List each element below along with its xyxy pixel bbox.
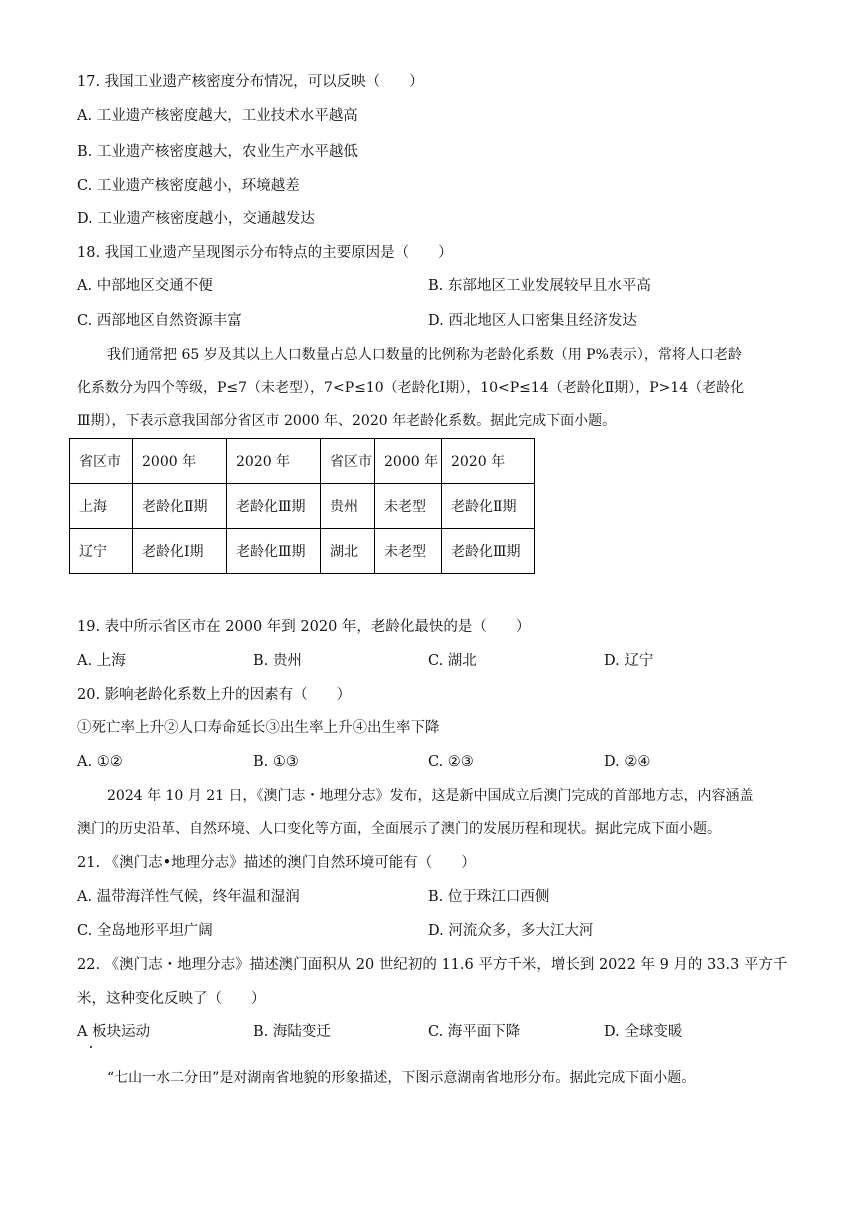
question-21-option-a: A. 温带海洋性气候，终年温和湿润 [77, 889, 300, 905]
aging-passage-line-3: Ⅲ期），下表示意我国部分省区市 2000 年、2020 年老龄化系数。据此完成下面小题。 [77, 413, 617, 429]
table-header-cell: 2020 年 [442, 439, 535, 484]
table-header-cell: 2000 年 [133, 439, 227, 484]
table-cell: 上海 [70, 484, 133, 529]
question-22-stem-line-2: 米，这种变化反映了（ ） [77, 991, 266, 1007]
question-17-option-a: A. 工业遗产核密度越大，工业技术水平越高 [77, 108, 358, 124]
question-20-option-a: A. ①② [77, 754, 123, 770]
table-cell: 未老型 [375, 529, 442, 574]
table-cell: 老龄化Ⅲ期 [227, 529, 321, 574]
question-20-option-d: D. ②④ [604, 754, 651, 770]
question-18-option-c: C. 西部地区自然资源丰富 [77, 313, 242, 329]
stray-dot [90, 1046, 92, 1048]
table-cell: 湖北 [321, 529, 375, 574]
question-22-option-b: B. 海陆变迁 [253, 1024, 331, 1040]
table-cell: 老龄化Ⅲ期 [227, 484, 321, 529]
question-21-option-d: D. 河流众多，多大江大河 [428, 923, 594, 939]
table-header-cell: 2020 年 [227, 439, 321, 484]
question-17-stem: 17. 我国工业遗产核密度分布情况，可以反映（ ） [77, 74, 424, 90]
table-header-cell: 2000 年 [375, 439, 442, 484]
table-cell: 老龄化Ⅲ期 [442, 529, 535, 574]
question-20-factors: ①死亡率上升②人口寿命延长③出生率上升④出生率下降 [77, 720, 440, 736]
aging-table [69, 438, 535, 574]
question-17-option-d: D. 工业遗产核密度越小，交通越发达 [77, 211, 315, 227]
question-17-option-c: C. 工业遗产核密度越小，环境越差 [77, 178, 300, 194]
question-20-stem: 20. 影响老龄化系数上升的因素有（ ） [77, 687, 352, 703]
question-19-option-c: C. 湖北 [428, 653, 477, 669]
question-18-option-b: B. 东部地区工业发展较早且水平高 [428, 278, 651, 294]
table-header-cell: 省区市 [70, 439, 133, 484]
table-header-cell: 省区市 [321, 439, 375, 484]
table-cell: 老龄化Ⅱ期 [442, 484, 535, 529]
question-22-option-c: C. 海平面下降 [428, 1024, 521, 1040]
question-22-stem-line-1: 22. 《澳门志・地理分志》描述澳门面积从 20 世纪初的 11.6 平方千米，增长到 2022 年 9 月的 33.3 平方千 [77, 957, 788, 973]
question-19-option-a: A. 上海 [77, 653, 126, 669]
question-22-option-d: D. 全球变暖 [604, 1024, 683, 1040]
aging-passage-line-2: 化系数分为四个等级，P≤7（未老型），7<P≤10（老龄化Ⅰ期），10<P≤14（老龄化Ⅱ期），P>14（老龄化 [77, 380, 745, 396]
question-21-option-b: B. 位于珠江口西侧 [428, 889, 550, 905]
aging-passage-line-1: 我们通常把 65 岁及其以上人口数量占总人口数量的比例称为老龄化系数（用 P%表示），常将人口老龄 [107, 347, 742, 363]
hunan-passage: “七山一水二分田”是对湖南省地貌的形象描述，下图示意湖南省地形分布。据此完成下面小题。 [107, 1070, 696, 1086]
table-cell: 贵州 [321, 484, 375, 529]
macau-passage-line-1: 2024 年 10 月 21 日，《澳门志・地理分志》发布，这是新中国成立后澳门完成的首部地方志，内容涵盖 [107, 788, 754, 804]
table-row [70, 529, 535, 574]
question-17-option-b: B. 工业遗产核密度越大，农业生产水平越低 [77, 144, 358, 160]
question-20-option-c: C. ②③ [428, 754, 474, 770]
question-21-stem: 21. 《澳门志•地理分志》描述的澳门自然环境可能有（ ） [77, 855, 476, 871]
question-19-option-b: B. 贵州 [253, 653, 302, 669]
question-19-stem: 19. 表中所示省区市在 2000 年到 2020 年，老龄化最快的是（ ） [77, 619, 531, 635]
table-cell: 辽宁 [70, 529, 133, 574]
question-20-option-b: B. ①③ [253, 754, 299, 770]
table-cell: 老龄化Ⅱ期 [133, 484, 227, 529]
question-21-option-c: C. 全岛地形平坦广阔 [77, 923, 213, 939]
question-22-option-a: A 板块运动 [77, 1024, 151, 1040]
question-18-stem: 18. 我国工业遗产呈现图示分布特点的主要原因是（ ） [77, 245, 453, 261]
question-18-option-d: D. 西北地区人口密集且经济发达 [428, 313, 637, 329]
table-row [70, 484, 535, 529]
question-18-option-a: A. 中部地区交通不便 [77, 278, 213, 294]
macau-passage-line-2: 澳门的历史沿革、自然环境、人口变化等方面，全面展示了澳门的发展历程和现状。据此完成下面小题。 [77, 821, 721, 837]
table-header-row [70, 439, 535, 484]
question-19-option-d: D. 辽宁 [604, 653, 654, 669]
table-cell: 老龄化Ⅰ期 [133, 529, 227, 574]
table-cell: 未老型 [375, 484, 442, 529]
